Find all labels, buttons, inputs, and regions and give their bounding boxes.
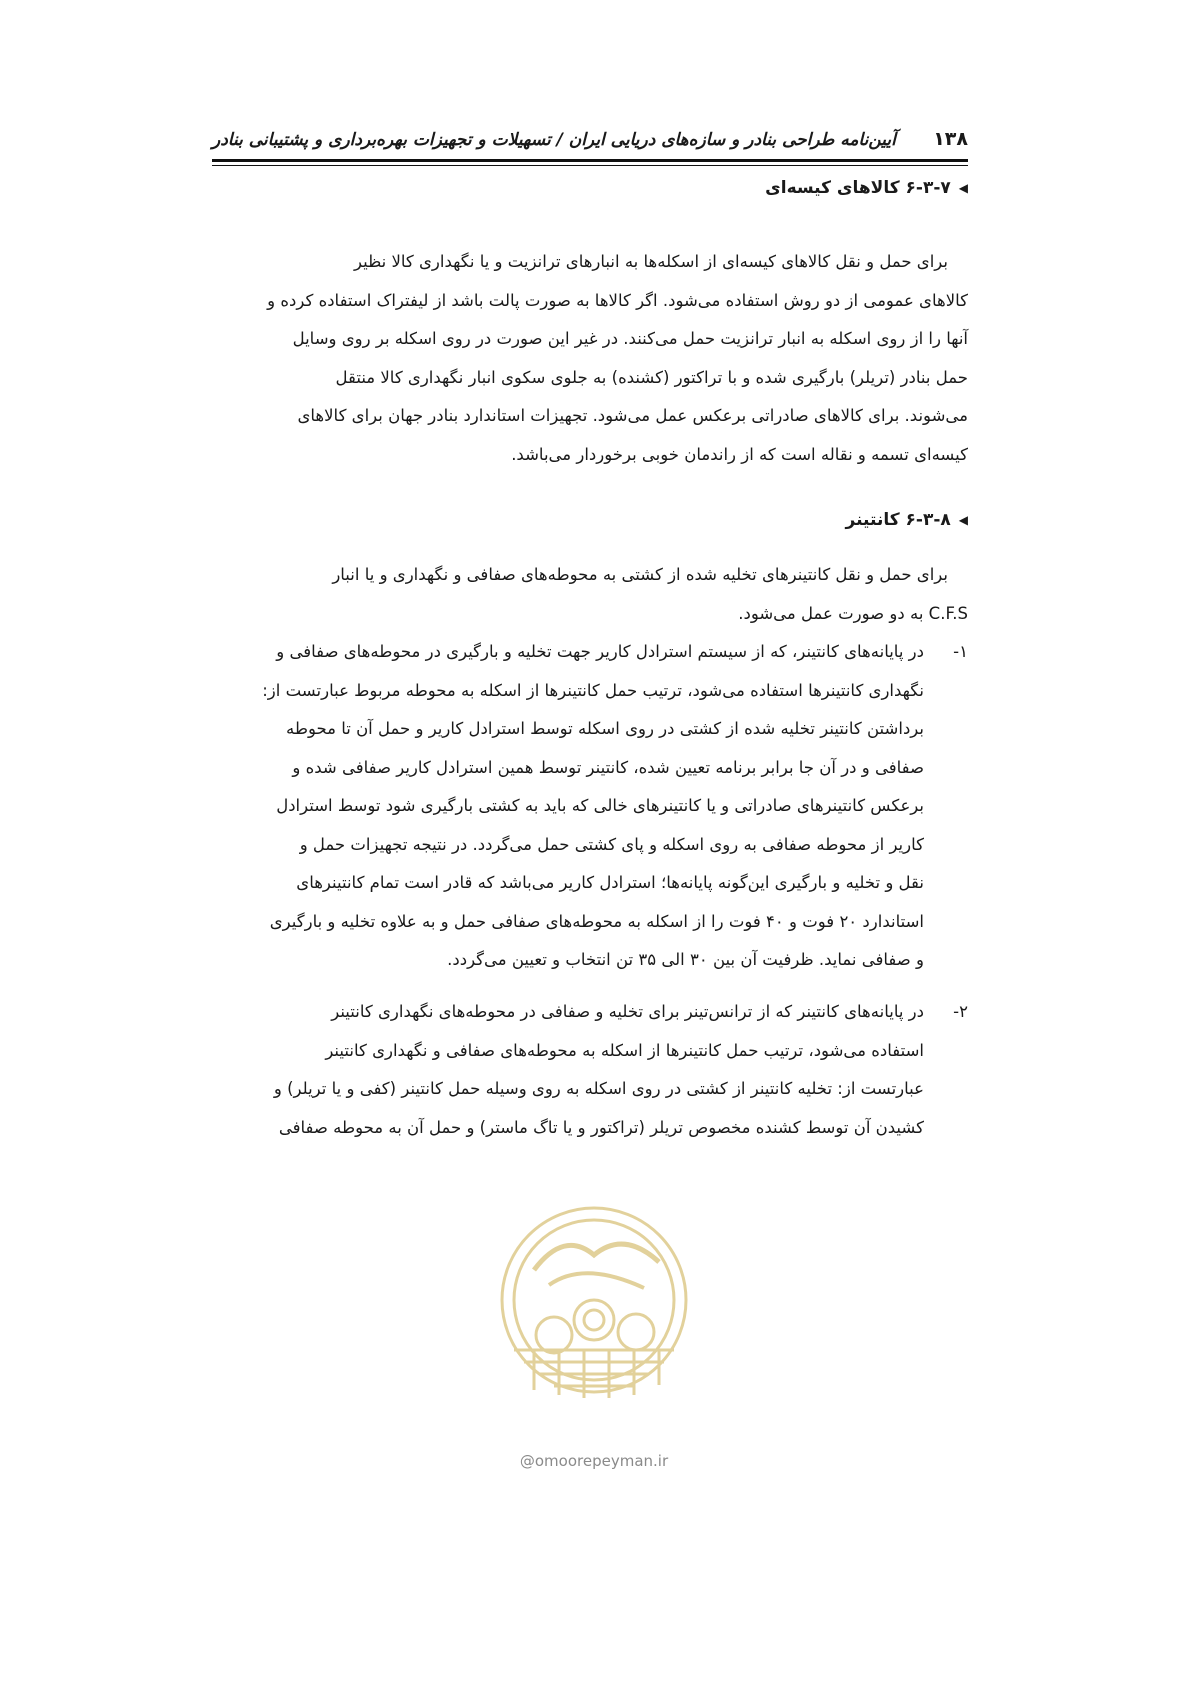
- triangle-marker-icon: ◀: [958, 181, 968, 195]
- paragraph-bagged-goods: [212, 243, 968, 474]
- header-rule-thick: [212, 159, 968, 162]
- list-item-number: ۱-: [953, 642, 968, 661]
- list-item-number: ۲-: [953, 1002, 968, 1021]
- section-heading-container: [846, 510, 968, 530]
- paragraph-line: کیسه‌ای تسمه و نقاله است که از راندمان خوبی برخوردار می‌باشد.: [511, 444, 968, 464]
- list-line: صفافی و در آن جا برابر برنامه تعیین شده، کانتینر توسط همین استرادل کاریر صفافی شده و: [292, 757, 924, 777]
- paragraph-line: کالاهای عمومی از دو روش استفاده می‌شود. اگر کالاها به صورت پالت باشد از لیفتراک استفاده کرده و: [267, 290, 968, 310]
- paragraph-line: می‌شوند. برای کالاهای صادراتی برعکس عمل می‌شود. تجهیزات استاندارد بنادر جهان برای کالاهای: [297, 406, 968, 425]
- paragraph-container: [212, 556, 968, 633]
- list-line: کاریر از محوطه صفافی به روی اسکله و پای کشتی حمل می‌گردد. در نتیجه تجهیزات حمل و: [299, 834, 924, 854]
- list-line: عبارتست از: تخلیه کانتینر از کشتی در روی اسکله به روی وسیله حمل کانتینر (کفی و یا تریلر) و: [273, 1079, 924, 1098]
- list-line: برداشتن کانتینر تخلیه شده از کشتی در روی اسکله توسط استرادل کاریر و حمل آن تا محوطه: [285, 719, 924, 738]
- list-line: در پایانه‌های کانتینر که از ترانس‌تینر برای تخلیه و صفافی در محوطه‌های نگهداری کانتینر: [331, 1002, 924, 1021]
- list-line: و صفافی نماید. ظرفیت آن بین ۳۰ الی ۳۵ تن انتخاب و تعیین می‌گردد.: [447, 950, 924, 969]
- section-heading-bagged-goods: [765, 178, 968, 198]
- list-item: [212, 993, 968, 1147]
- list-line: برعکس کانتینرهای صادراتی و یا کانتینرهای خالی که باید به کشتی بارگیری شود توسط استرادل: [276, 796, 924, 815]
- list-line: در پایانه‌های کانتینر، که از سیستم استرادل کاریر جهت تخلیه و بارگیری در محوطه‌های صفافی و: [276, 642, 924, 661]
- triangle-marker-icon: ◀: [958, 513, 968, 527]
- list-item: [212, 633, 968, 980]
- running-title: آیین‌نامه طراحی بنادر و سازه‌های دریایی ایران / تسهیلات و تجهیزات بهره‌برداری و پشتیبانی بنادر: [212, 130, 896, 150]
- watermark: [486, 1200, 702, 1490]
- paragraph-line: آنها را از روی اسکله به انبار ترانزیت حمل می‌کنند. در غیر این صورت در روی اسکله بر روی وسایل: [292, 329, 968, 348]
- paragraph-line: برای حمل و نقل کالاهای کیسه‌ای از اسکله‌ها به انبارهای ترانزیت و یا نگهداری کالا نظیر: [354, 252, 948, 271]
- list-line: نقل و تخلیه و بارگیری این‌گونه پایانه‌ها؛ استرادل کاریر می‌باشد که قادر است تمام کانتینرهای: [296, 873, 924, 892]
- section-heading-text: ۶-۳-۷ کالاهای کیسه‌ای: [765, 178, 951, 198]
- paragraph-line: برای حمل و نقل کانتینرهای تخلیه شده از کشتی به محوطه‌های صفافی و نگهداری و یا انبار: [332, 565, 948, 584]
- list-line: استفاده می‌شود، ترتیب حمل کانتینرها از اسکله به محوطه‌های صفافی و نگهداری کانتینر: [325, 1040, 924, 1060]
- paragraph-line: C.F.S به دو صورت عمل می‌شود.: [738, 603, 968, 623]
- page-number: ۱۳۸: [933, 128, 968, 150]
- list-line: استاندارد ۲۰ فوت و ۴۰ فوت را از اسکله به محوطه‌های صفافی حمل و به علاوه تخلیه و بارگیری: [269, 911, 924, 931]
- watermark-seal-icon: [494, 1200, 694, 1400]
- header-rule-thin: [212, 165, 968, 166]
- list-line: کشیدن آن توسط کشنده مخصوص تریلر (تراکتور و یا تاگ ماستر) و حمل آن به محوطه صفافی: [278, 1117, 924, 1137]
- watermark-url: @omoorepeyman.ir: [519, 1452, 669, 1470]
- list-item-text: [212, 633, 924, 980]
- section-heading-text: ۶-۳-۸ کانتینر: [845, 510, 951, 530]
- list-line: نگهداری کانتینرها استفاده می‌شود، ترتیب حمل کانتینرها از اسکله به محوطه مربوط عبارتست از:: [262, 680, 924, 700]
- page-header: [212, 128, 968, 172]
- paragraph-line: حمل بنادر (تریلر) بارگیری شده و با تراکتور (کشنده) به جلوی سکوی انبار نگهداری کالا منتقل: [335, 367, 968, 387]
- list-item-text: [212, 993, 924, 1147]
